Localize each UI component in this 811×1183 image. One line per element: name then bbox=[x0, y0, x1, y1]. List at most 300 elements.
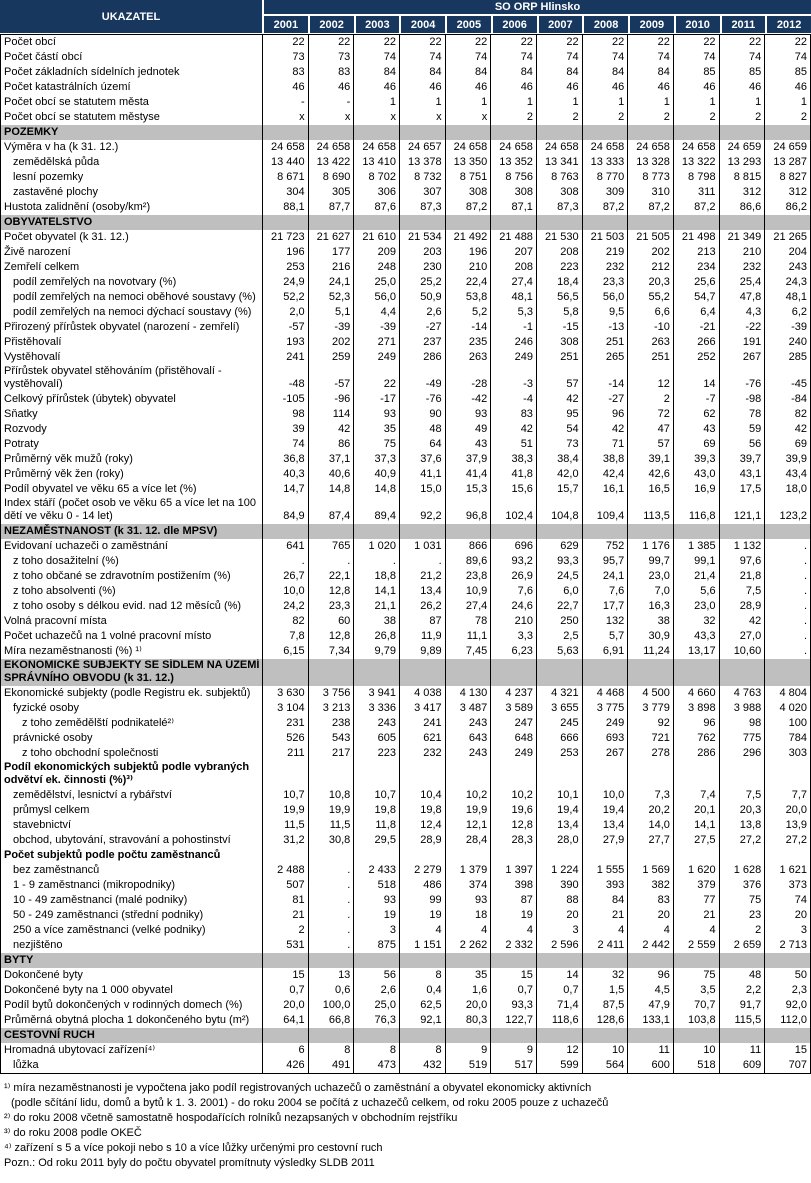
value-cell bbox=[354, 524, 400, 539]
value-cell: -14 bbox=[582, 365, 628, 392]
value-cell bbox=[673, 659, 719, 686]
table-row bbox=[1, 140, 811, 155]
value-cell: 22,7 bbox=[536, 599, 582, 614]
value-cell: 4 bbox=[399, 923, 445, 938]
value-cell: 24 658 bbox=[673, 140, 719, 155]
value-cell: -7 bbox=[673, 392, 719, 407]
value-cell: 231 bbox=[263, 716, 309, 731]
value-cell: 251 bbox=[582, 335, 628, 350]
value-cell bbox=[445, 1028, 491, 1043]
value-cell bbox=[536, 848, 582, 863]
row-label: Počet obcí se statutem města bbox=[1, 95, 263, 110]
value-cell: 426 bbox=[263, 1058, 309, 1074]
value-cell: 21,2 bbox=[399, 569, 445, 584]
section-row bbox=[1, 125, 811, 140]
value-cell: 707 bbox=[788, 1059, 807, 1071]
value-cell: . bbox=[803, 645, 807, 657]
row-label: Ekonomické subjekty (podle Registru ek. subjektů) bbox=[1, 686, 263, 701]
table-row bbox=[1, 788, 811, 803]
value-cell: 20 bbox=[536, 908, 582, 923]
value-cell: 10,8 bbox=[308, 788, 354, 803]
value-cell: 2 713 bbox=[779, 939, 807, 951]
value-cell: 85 bbox=[719, 65, 765, 80]
value-cell: 232 bbox=[719, 260, 765, 275]
value-cell: 10,2 bbox=[445, 788, 491, 803]
year-header: 2003 bbox=[356, 16, 400, 33]
value-cell: 2 279 bbox=[399, 863, 445, 878]
value-cell: 643 bbox=[445, 731, 491, 746]
value-cell bbox=[536, 524, 582, 539]
value-cell: x bbox=[308, 110, 354, 125]
value-cell bbox=[719, 848, 765, 863]
value-cell: 2,3 bbox=[791, 984, 807, 996]
value-cell: 12 bbox=[536, 1043, 582, 1058]
value-cell: 1 bbox=[399, 95, 445, 110]
row-label: zemědělství, lesnictví a rybářství bbox=[1, 788, 263, 803]
value-cell: 69 bbox=[794, 438, 807, 450]
value-cell bbox=[491, 761, 537, 788]
value-cell bbox=[354, 848, 400, 863]
value-cell: 393 bbox=[582, 878, 628, 893]
value-cell: 37,1 bbox=[308, 452, 354, 467]
value-cell: 4,5 bbox=[628, 983, 674, 998]
row-label: Zemřelí celkem bbox=[1, 260, 263, 275]
value-cell: 249 bbox=[582, 716, 628, 731]
value-cell: 13,9 bbox=[785, 819, 807, 831]
value-cell bbox=[263, 524, 309, 539]
value-cell: 216 bbox=[308, 260, 354, 275]
value-cell: . bbox=[354, 554, 400, 569]
footnote-line: (podle sčítání lidu, domů a bytů k 1. 3. 2001) - do roku 2004 se počítá z uchazečů celkem, od roku 2005 pouze z uchazečů bbox=[11, 1097, 609, 1109]
year-header: 2002 bbox=[310, 16, 354, 33]
value-cell: 240 bbox=[788, 336, 807, 348]
value-cell: . bbox=[803, 615, 807, 627]
value-cell: 56,5 bbox=[536, 290, 582, 305]
row-label: Počet základních sídelních jednotek bbox=[1, 65, 263, 80]
value-cell: 40,3 bbox=[263, 467, 309, 482]
row-label: Hustota zalidnění (osoby/km²) bbox=[1, 200, 263, 215]
value-cell: 248 bbox=[354, 260, 400, 275]
value-cell: 196 bbox=[263, 245, 309, 260]
value-cell bbox=[719, 1028, 765, 1043]
value-cell: 22 bbox=[399, 35, 445, 51]
value-cell bbox=[445, 848, 491, 863]
year-header: 2007 bbox=[539, 16, 583, 33]
row-label: lůžka bbox=[1, 1058, 263, 1074]
value-cell: 23 bbox=[719, 908, 765, 923]
value-cell: 24 658 bbox=[628, 140, 674, 155]
value-cell: 22 bbox=[354, 35, 400, 51]
value-cell: 307 bbox=[399, 185, 445, 200]
value-cell: . bbox=[399, 554, 445, 569]
value-cell: 123,2 bbox=[779, 510, 807, 522]
value-cell: -1 bbox=[491, 320, 537, 335]
value-cell bbox=[491, 125, 537, 140]
table-row bbox=[1, 452, 811, 467]
value-cell: . bbox=[803, 555, 807, 567]
value-cell: -57 bbox=[308, 365, 354, 392]
value-cell bbox=[582, 1028, 628, 1043]
table-row bbox=[1, 170, 811, 185]
value-cell bbox=[399, 215, 445, 230]
value-cell: 19,8 bbox=[354, 803, 400, 818]
value-cell: -105 bbox=[263, 392, 309, 407]
value-cell: 19 bbox=[399, 908, 445, 923]
value-cell: . bbox=[308, 554, 354, 569]
value-cell: 4 bbox=[673, 923, 719, 938]
value-cell: 4 763 bbox=[719, 686, 765, 701]
value-cell: 0,7 bbox=[263, 983, 309, 998]
value-cell: 87,2 bbox=[445, 200, 491, 215]
value-cell: 6,2 bbox=[791, 306, 807, 318]
value-cell: -28 bbox=[445, 365, 491, 392]
value-cell bbox=[399, 1028, 445, 1043]
value-cell: 24,5 bbox=[536, 569, 582, 584]
row-label: Míra nezaměstnanosti (%) ¹⁾ bbox=[1, 644, 263, 659]
section-label: EKONOMICKÉ SUBJEKTY SE SÍDLEM NA ÚZEMÍ SPRÁVNÍHO OBVODU (k 31. 12.) bbox=[1, 659, 263, 686]
value-cell: 245 bbox=[536, 716, 582, 731]
value-cell bbox=[445, 125, 491, 140]
value-cell: 4 bbox=[628, 923, 674, 938]
value-cell: 0,7 bbox=[536, 983, 582, 998]
value-cell: 39,9 bbox=[785, 453, 807, 465]
row-label: fyzické osoby bbox=[1, 701, 263, 716]
value-cell: -3 bbox=[491, 365, 537, 392]
value-cell: 308 bbox=[536, 185, 582, 200]
value-cell: . bbox=[308, 908, 354, 923]
value-cell: 629 bbox=[536, 539, 582, 554]
value-cell: 237 bbox=[399, 335, 445, 350]
value-cell: 259 bbox=[308, 350, 354, 365]
value-cell: 600 bbox=[628, 1058, 674, 1074]
value-cell: 518 bbox=[673, 1058, 719, 1074]
value-cell bbox=[582, 659, 628, 686]
value-cell: 8 671 bbox=[263, 170, 309, 185]
value-cell: 1 bbox=[582, 95, 628, 110]
table-row bbox=[1, 539, 811, 554]
value-cell: 390 bbox=[536, 878, 582, 893]
value-cell: 14 bbox=[673, 365, 719, 392]
row-label: Počet obcí bbox=[1, 35, 263, 51]
value-cell bbox=[673, 125, 719, 140]
value-cell bbox=[582, 215, 628, 230]
row-label: Počet katastrálních území bbox=[1, 80, 263, 95]
value-cell: 87,6 bbox=[354, 200, 400, 215]
value-cell: 23,0 bbox=[628, 569, 674, 584]
value-cell: 18,8 bbox=[354, 569, 400, 584]
value-cell: 486 bbox=[399, 878, 445, 893]
value-cell: 13 293 bbox=[719, 155, 765, 170]
value-cell bbox=[628, 125, 674, 140]
value-cell: 12,8 bbox=[308, 629, 354, 644]
row-label: zemědělská půda bbox=[1, 155, 263, 170]
value-cell: 98 bbox=[263, 407, 309, 422]
value-cell: 8 763 bbox=[536, 170, 582, 185]
value-cell: 519 bbox=[445, 1058, 491, 1074]
value-cell: 42 bbox=[536, 392, 582, 407]
row-label: Podíl obyvatel ve věku 65 a více let (%) bbox=[1, 482, 263, 497]
value-cell: 2,6 bbox=[354, 983, 400, 998]
value-cell: 11 bbox=[719, 1043, 765, 1058]
value-cell bbox=[719, 761, 765, 788]
value-cell: 15,6 bbox=[491, 482, 537, 497]
value-cell: 84,9 bbox=[263, 497, 309, 524]
value-cell: 235 bbox=[445, 335, 491, 350]
value-cell: 20 bbox=[628, 908, 674, 923]
value-cell: 2 433 bbox=[354, 863, 400, 878]
value-cell: 18 bbox=[445, 908, 491, 923]
value-cell: x bbox=[399, 110, 445, 125]
value-cell: 210 bbox=[445, 260, 491, 275]
value-cell: 14 bbox=[536, 968, 582, 983]
value-cell: 103,8 bbox=[673, 1013, 719, 1028]
value-cell: 21 bbox=[263, 908, 309, 923]
value-cell: - bbox=[308, 95, 354, 110]
value-cell: 19,9 bbox=[445, 803, 491, 818]
year-header: 2012 bbox=[767, 16, 811, 33]
value-cell: 50 bbox=[794, 969, 807, 981]
value-cell bbox=[308, 761, 354, 788]
table-row bbox=[1, 614, 811, 629]
value-cell: 13 352 bbox=[491, 155, 537, 170]
value-cell: 27,2 bbox=[719, 833, 765, 848]
value-cell: 784 bbox=[788, 732, 807, 744]
table-row bbox=[1, 1043, 811, 1058]
value-cell: 1 bbox=[536, 95, 582, 110]
table-row bbox=[1, 200, 811, 215]
value-cell: . bbox=[308, 878, 354, 893]
value-cell: 20 bbox=[794, 909, 807, 921]
value-cell: -39 bbox=[791, 321, 807, 333]
value-cell: 74 bbox=[794, 894, 807, 906]
value-cell: 7,6 bbox=[491, 584, 537, 599]
value-cell: 38,8 bbox=[582, 452, 628, 467]
value-cell: 10,0 bbox=[582, 788, 628, 803]
value-cell: 8 690 bbox=[308, 170, 354, 185]
value-cell: 3 487 bbox=[445, 701, 491, 716]
value-cell: 75 bbox=[354, 437, 400, 452]
value-cell bbox=[765, 848, 811, 863]
value-cell: 39 bbox=[263, 422, 309, 437]
value-cell: 46 bbox=[354, 80, 400, 95]
value-cell: 27,4 bbox=[445, 599, 491, 614]
value-cell: 15 bbox=[263, 968, 309, 983]
value-cell: 20,0 bbox=[263, 998, 309, 1013]
value-cell: 43,3 bbox=[673, 629, 719, 644]
table-row bbox=[1, 1058, 811, 1074]
value-cell: 13 440 bbox=[263, 155, 309, 170]
value-cell: 1 bbox=[800, 96, 807, 108]
value-cell bbox=[263, 659, 309, 686]
value-cell: 721 bbox=[628, 731, 674, 746]
value-cell: 267 bbox=[719, 350, 765, 365]
value-cell: 98 bbox=[719, 716, 765, 731]
value-cell: 24 658 bbox=[445, 140, 491, 155]
value-cell bbox=[765, 953, 811, 968]
value-cell: 74 bbox=[673, 50, 719, 65]
value-cell: 23,0 bbox=[673, 599, 719, 614]
value-cell bbox=[582, 761, 628, 788]
value-cell: 3 898 bbox=[673, 701, 719, 716]
value-cell bbox=[719, 659, 765, 686]
row-label: Průměrná obytná plocha 1 dokončeného bytu (m²) bbox=[1, 1013, 263, 1028]
table-row bbox=[1, 260, 811, 275]
value-cell: 2 bbox=[263, 923, 309, 938]
table-row bbox=[1, 80, 811, 95]
value-cell: 15,0 bbox=[399, 482, 445, 497]
value-cell: 1 151 bbox=[399, 938, 445, 953]
row-label: Počet částí obcí bbox=[1, 50, 263, 65]
value-cell: 7,7 bbox=[791, 789, 807, 801]
value-cell: 15,3 bbox=[445, 482, 491, 497]
value-cell: 132 bbox=[582, 614, 628, 629]
value-cell: 47,8 bbox=[719, 290, 765, 305]
value-cell: 7,34 bbox=[308, 644, 354, 659]
value-cell: 81 bbox=[263, 893, 309, 908]
value-cell bbox=[399, 761, 445, 788]
value-cell: 46 bbox=[263, 80, 309, 95]
value-cell bbox=[765, 659, 811, 686]
value-cell: 13,17 bbox=[673, 644, 719, 659]
value-cell: 92 bbox=[628, 716, 674, 731]
value-cell: 310 bbox=[628, 185, 674, 200]
footnotes bbox=[0, 1074, 811, 1171]
value-cell: 251 bbox=[628, 350, 674, 365]
value-cell bbox=[263, 125, 309, 140]
value-cell: 50,9 bbox=[399, 290, 445, 305]
row-label: Evidovaní uchazeči o zaměstnání bbox=[1, 539, 263, 554]
value-cell: -4 bbox=[491, 392, 537, 407]
value-cell: 78 bbox=[719, 407, 765, 422]
value-cell: 114 bbox=[308, 407, 354, 422]
value-cell bbox=[263, 761, 309, 788]
value-cell: 10 bbox=[582, 1043, 628, 1058]
row-label: z toho absolventi (%) bbox=[1, 584, 263, 599]
value-cell: 6,4 bbox=[673, 305, 719, 320]
value-cell: 59 bbox=[719, 422, 765, 437]
value-cell: 648 bbox=[491, 731, 537, 746]
value-cell: 1 224 bbox=[536, 863, 582, 878]
value-cell: 13,4 bbox=[536, 818, 582, 833]
value-cell: 40,9 bbox=[354, 467, 400, 482]
value-cell: 88,1 bbox=[263, 200, 309, 215]
row-label: Podíl bytů dokončených v rodinných domech (%) bbox=[1, 998, 263, 1013]
section-label: BYTY bbox=[1, 953, 263, 968]
row-label: 250 a více zaměstnanci (velké podniky) bbox=[1, 923, 263, 938]
value-cell: 128,6 bbox=[582, 1013, 628, 1028]
value-cell: -17 bbox=[354, 392, 400, 407]
value-cell: 19 bbox=[491, 908, 537, 923]
row-label: z toho osoby s délkou evid. nad 12 měsíců (%) bbox=[1, 599, 263, 614]
value-cell bbox=[628, 1028, 674, 1043]
value-cell bbox=[445, 953, 491, 968]
value-cell bbox=[491, 953, 537, 968]
value-cell: 54,7 bbox=[673, 290, 719, 305]
value-cell: . bbox=[308, 863, 354, 878]
value-cell: 52,3 bbox=[308, 290, 354, 305]
value-cell: 24 658 bbox=[491, 140, 537, 155]
value-cell: 1 132 bbox=[719, 539, 765, 554]
value-cell: 9,79 bbox=[354, 644, 400, 659]
value-cell: 18,0 bbox=[785, 483, 807, 495]
value-cell: 74 bbox=[491, 50, 537, 65]
value-cell: 96,8 bbox=[445, 497, 491, 524]
value-cell: 232 bbox=[582, 260, 628, 275]
footnote-line: ⁴⁾ zařízení s 5 a více pokoji nebo s 10 a více lůžky určenými pro cestovní ruch bbox=[4, 1142, 383, 1154]
value-cell: 693 bbox=[582, 731, 628, 746]
row-label: Počet subjektů podle počtu zaměstnanců bbox=[1, 848, 263, 863]
value-cell: 9 bbox=[445, 1043, 491, 1058]
value-cell: 89,4 bbox=[354, 497, 400, 524]
value-cell: 491 bbox=[308, 1058, 354, 1074]
value-cell: 22 bbox=[719, 35, 765, 51]
value-cell: 4 bbox=[491, 923, 537, 938]
value-cell: 11,5 bbox=[263, 818, 309, 833]
value-cell bbox=[399, 125, 445, 140]
value-cell: 48,1 bbox=[491, 290, 537, 305]
value-cell: 21 503 bbox=[582, 230, 628, 245]
value-cell: 10,7 bbox=[263, 788, 309, 803]
value-cell: -76 bbox=[399, 392, 445, 407]
value-cell: 3,3 bbox=[491, 629, 537, 644]
row-label: z toho zemědělští podnikatelé²⁾ bbox=[1, 716, 263, 731]
value-cell: 10,9 bbox=[445, 584, 491, 599]
value-cell: 6,6 bbox=[628, 305, 674, 320]
value-cell: -76 bbox=[719, 365, 765, 392]
value-cell: 86,6 bbox=[719, 200, 765, 215]
value-cell: 73 bbox=[536, 437, 582, 452]
table-row bbox=[1, 584, 811, 599]
value-cell: -27 bbox=[399, 320, 445, 335]
value-cell: 8 770 bbox=[582, 170, 628, 185]
value-cell: 210 bbox=[491, 614, 537, 629]
value-cell bbox=[399, 659, 445, 686]
value-cell: 88 bbox=[536, 893, 582, 908]
value-cell: 4 804 bbox=[779, 687, 807, 699]
value-cell: 1 bbox=[628, 95, 674, 110]
value-cell: 19,4 bbox=[536, 803, 582, 818]
value-cell: -48 bbox=[263, 365, 309, 392]
value-cell: 66,8 bbox=[308, 1013, 354, 1028]
value-cell: 4 321 bbox=[536, 686, 582, 701]
value-cell: 25,0 bbox=[354, 998, 400, 1013]
value-cell: 13 bbox=[308, 968, 354, 983]
value-cell: 8 756 bbox=[491, 170, 537, 185]
value-cell: 219 bbox=[582, 245, 628, 260]
table-row bbox=[1, 50, 811, 65]
table-row bbox=[1, 110, 811, 125]
value-cell: 84 bbox=[536, 65, 582, 80]
table-header bbox=[0, 0, 811, 33]
value-cell bbox=[308, 215, 354, 230]
value-cell: 243 bbox=[445, 716, 491, 731]
row-label: Přistěhovalí bbox=[1, 335, 263, 350]
value-cell: 266 bbox=[673, 335, 719, 350]
value-cell: 43 bbox=[445, 437, 491, 452]
value-cell: 3 988 bbox=[719, 701, 765, 716]
value-cell bbox=[263, 215, 309, 230]
year-header: 2010 bbox=[676, 16, 720, 33]
value-cell: 208 bbox=[491, 260, 537, 275]
value-cell: 87 bbox=[491, 893, 537, 908]
value-cell: 17,7 bbox=[582, 599, 628, 614]
row-label: Průměrný věk žen (roky) bbox=[1, 467, 263, 482]
value-cell: 42 bbox=[719, 614, 765, 629]
value-cell: 109,4 bbox=[582, 497, 628, 524]
value-cell: 382 bbox=[628, 878, 674, 893]
value-cell: 1 bbox=[354, 95, 400, 110]
value-cell: 2,0 bbox=[263, 305, 309, 320]
